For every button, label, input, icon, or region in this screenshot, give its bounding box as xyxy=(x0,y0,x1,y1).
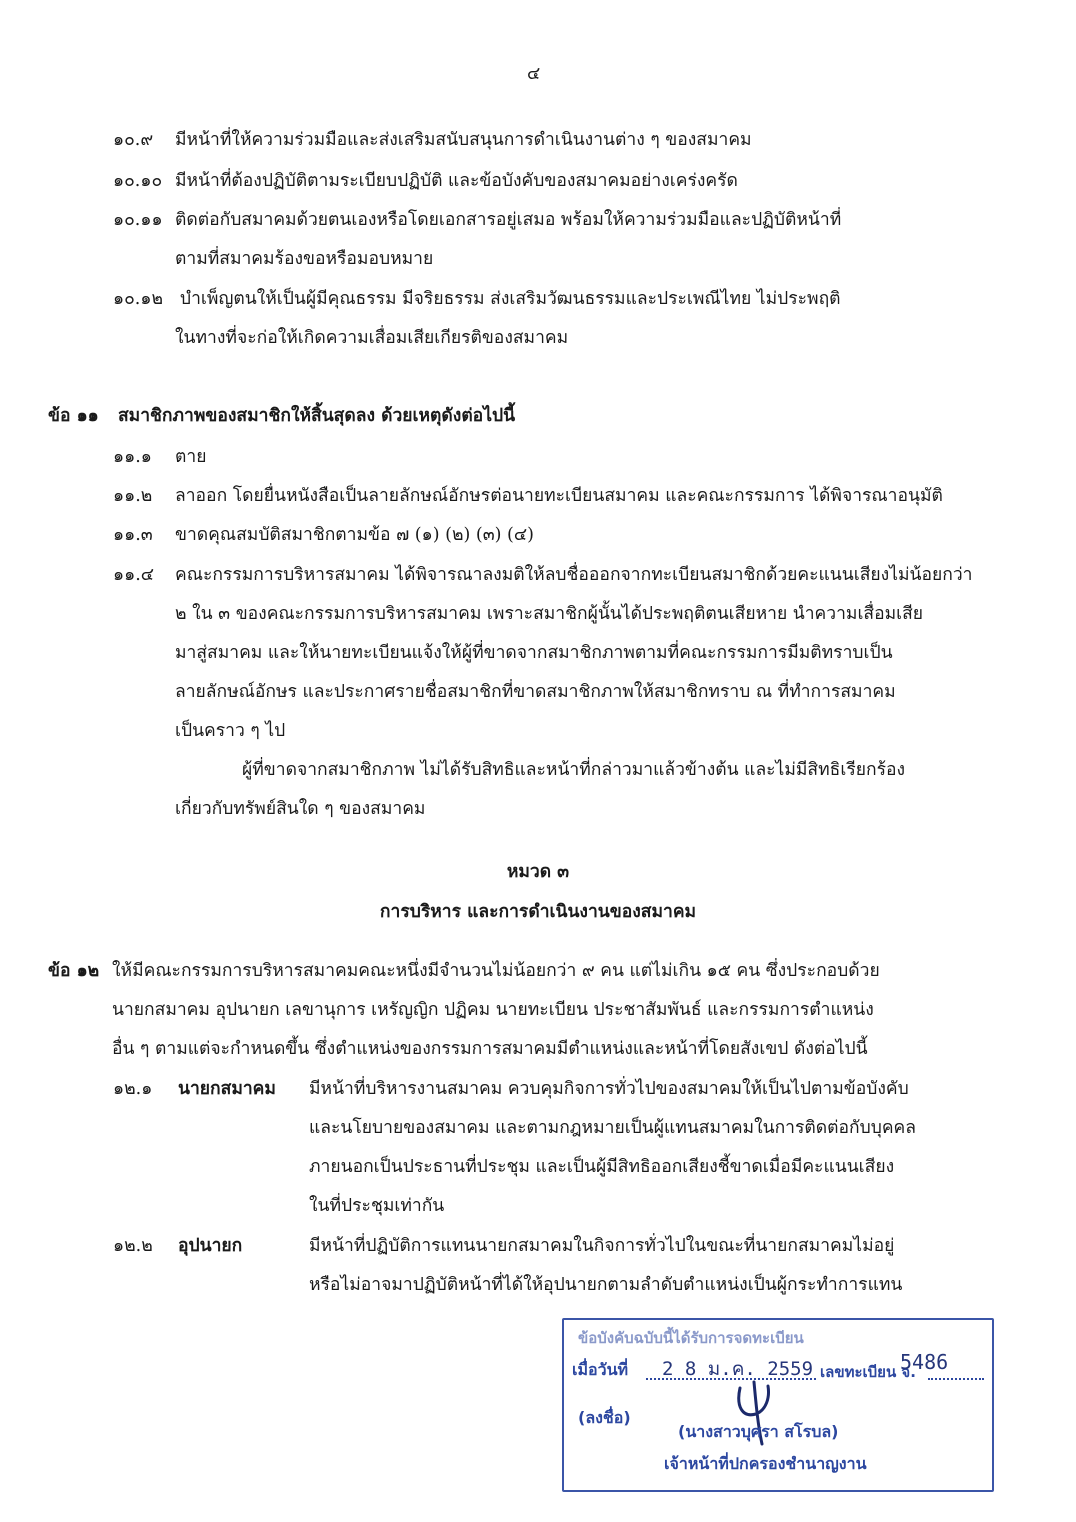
clause-text: นายกสมาคม อุปนายก เลขานุการ เหรัญญิก ปฏิคม นายทะเบียน ประชาสัมพันธ์ และกรรมการตำแหน่ง xyxy=(112,1000,874,1020)
item-text: มีหน้าที่ต้องปฏิบัติตามระเบียบปฏิบัติ และข้อบังคับของสมาคมอย่างเคร่งครัด xyxy=(175,171,738,191)
note-text: เกี่ยวกับทรัพย์สินใด ๆ ของสมาคม xyxy=(175,799,426,819)
item-text: คณะกรรมการบริหารสมาคม ได้พิจารณาลงมติให้ลบชื่อออกจากทะเบียนสมาชิกด้วยคะแนนเสียงไม่น้อยกว่า xyxy=(175,565,973,585)
stamp-date-label: เมื่อวันที่ xyxy=(572,1360,629,1379)
item-number: ๑๐.๙ xyxy=(113,130,154,150)
item-number: ๑๑.๔ xyxy=(113,565,155,585)
clause-text: อื่น ๆ ตามแต่จะกำหนดขึ้น ซึ่งตำแหน่งของกรรมการสมาคมมีตำแหน่งและหน้าที่โดยสังเขป ดังต่อไปนี้ xyxy=(112,1039,868,1059)
clause-label: ข้อ ๑๑ xyxy=(48,406,99,426)
chapter-title: การบริหาร และการดำเนินงานของสมาคม xyxy=(379,902,697,922)
item-text: มีหน้าที่ให้ความร่วมมือและส่งเสริมสนับสนุนการดำเนินงานต่าง ๆ ของสมาคม xyxy=(175,130,752,150)
clause-text: ให้มีคณะกรรมการบริหารสมาคมคณะหนึ่งมีจำนวนไม่น้อยกว่า ๙ คน แต่ไม่เกิน ๑๕ คน ซึ่งประกอบด้วย xyxy=(112,961,880,981)
position-title: นายกสมาคม xyxy=(178,1079,276,1099)
note-text: ผู้ที่ขาดจากสมาชิกภาพ ไม่ได้รับสิทธิและหน้าที่กล่าวมาแล้วข้างต้น และไม่มีสิทธิเรียกร้อง xyxy=(242,760,906,780)
item-text: ในที่ประชุมเท่ากัน xyxy=(309,1196,445,1216)
item-text: ตามที่สมาคมร้องขอหรือมอบหมาย xyxy=(175,249,434,269)
clause-heading: สมาชิกภาพของสมาชิกให้สิ้นสุดลง ด้วยเหตุดังต่อไปนี้ xyxy=(118,406,516,426)
item-text: บำเพ็ญตนให้เป็นผู้มีคุณธรรม มีจริยธรรม ส่งเสริมวัฒนธรรมและประเพณีไทย ไม่ประพฤติ xyxy=(180,289,841,309)
item-text: ภายนอกเป็นประธานที่ประชุม และเป็นผู้มีสิทธิออกเสียงชี้ขาดเมื่อมีคะแนนเสียง xyxy=(309,1157,895,1177)
item-text: ลายลักษณ์อักษร และประกาศรายชื่อสมาชิกที่ขาดสมาชิกภาพให้สมาชิกทราบ ณ ที่ทำการสมาคม xyxy=(175,682,896,702)
item-text: มาสู่สมาคม และให้นายทะเบียนแจ้งให้ผู้ที่ขาดจากสมาชิกภาพตามที่คณะกรรมการมีมติทราบเป็น xyxy=(175,643,893,663)
item-number: ๑๒.๒ xyxy=(113,1236,153,1256)
stamp-header: ข้อบังคับฉบับนี้ได้รับการจดทะเบียน xyxy=(578,1329,804,1347)
item-number: ๑๑.๑ xyxy=(113,447,152,467)
item-number: ๑๑.๓ xyxy=(113,525,153,545)
item-text: ลาออก โดยยื่นหนังสือเป็นลายลักษณ์อักษรต่อนายทะเบียนสมาคม และคณะกรรมการ ได้พิจารณาอนุมัติ xyxy=(175,486,943,506)
stamp-date-value: 2 8 ม.ค. 2559 xyxy=(662,1358,814,1380)
registration-stamp xyxy=(562,1318,994,1492)
item-number: ๑๒.๑ xyxy=(113,1079,153,1099)
stamp-reg-value: 5486 xyxy=(900,1350,949,1374)
item-text: เป็นคราว ๆ ไป xyxy=(175,721,286,741)
stamp-sign-label: (ลงชื่อ) xyxy=(578,1408,631,1427)
item-number: ๑๐.๑๐ xyxy=(113,171,163,191)
item-text: มีหน้าที่บริหารงานสมาคม ควบคุมกิจการทั่วไปของสมาคมให้เป็นไปตามข้อบังคับ xyxy=(309,1079,909,1099)
item-text: ๒ ใน ๓ ของคณะกรรมการบริหารสมาคม เพราะสมาชิกผู้นั้นได้ประพฤติตนเสียหาย นำความเสื่อมเสีย xyxy=(175,604,924,624)
stamp-reg-line xyxy=(928,1378,984,1380)
stamp-name: (นางสาวบุศรา สโรบล) xyxy=(678,1422,839,1441)
item-text: มีหน้าที่ปฏิบัติการแทนนายกสมาคมในกิจการทั่วไปในขณะที่นายกสมาคมไม่อยู่ xyxy=(309,1236,895,1256)
stamp-reg-label: เลขทะเบียน จ. xyxy=(820,1363,916,1381)
item-text: ในทางที่จะก่อให้เกิดความเสื่อมเสียเกียรติของสมาคม xyxy=(175,328,569,348)
item-text: ขาดคุณสมบัติสมาชิกตามข้อ ๗ (๑) (๒) (๓) (๔) xyxy=(175,525,534,545)
item-number: ๑๑.๒ xyxy=(113,486,153,506)
item-text: และนโยบายของสมาคม และตามกฎหมายเป็นผู้แทนสมาคมในการติดต่อกับบุคคล xyxy=(309,1118,916,1138)
item-number: ๑๐.๑๑ xyxy=(113,210,163,230)
page-number: ๔ xyxy=(527,64,541,84)
item-text: ตาย xyxy=(175,447,207,467)
item-number: ๑๐.๑๒ xyxy=(113,289,163,309)
stamp-position: เจ้าหน้าที่ปกครองชำนาญงาน xyxy=(664,1454,867,1473)
item-text: ติดต่อกับสมาคมด้วยตนเองหรือโดยเอกสารอยู่เสมอ พร้อมให้ความร่วมมือและปฏิบัติหน้าที่ xyxy=(175,210,842,230)
clause-label: ข้อ ๑๒ xyxy=(48,961,100,981)
item-text: หรือไม่อาจมาปฏิบัติหน้าที่ได้ให้อุปนายกตามลำดับตำแหน่งเป็นผู้กระทำการแทน xyxy=(309,1275,903,1295)
position-title: อุปนายก xyxy=(178,1236,243,1256)
chapter-label: หมวด ๓ xyxy=(506,862,570,882)
